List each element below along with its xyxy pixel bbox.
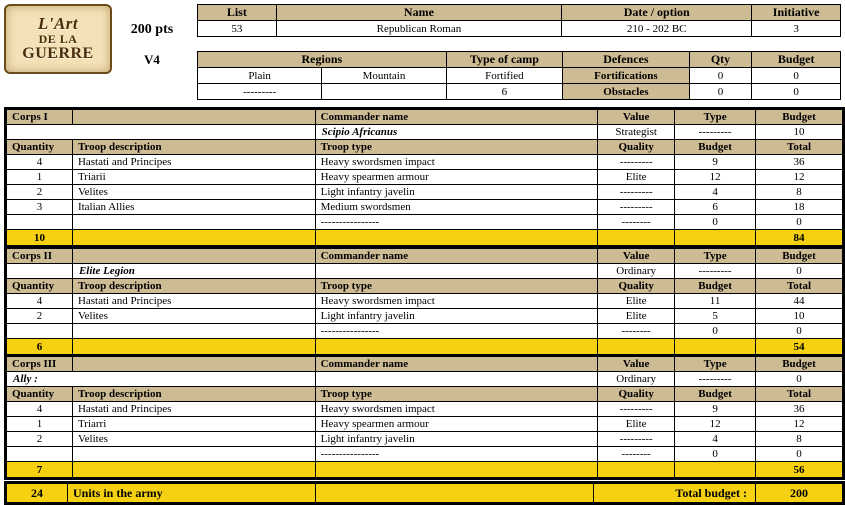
col-budget-2: Budget <box>756 249 843 264</box>
table-row <box>7 140 843 155</box>
col-troop-description-1: Troop description <box>72 140 315 155</box>
row-desc: Hastati and Principes <box>72 402 315 417</box>
row-total: 10 <box>756 309 843 324</box>
table-row <box>7 155 843 170</box>
commander-type-3: --------- <box>675 372 756 387</box>
region-1: Plain <box>198 68 322 84</box>
table-row <box>7 249 843 264</box>
row-total: 0 <box>756 324 843 339</box>
row-desc: Triarii <box>72 170 315 185</box>
row-quality: Elite <box>598 417 675 432</box>
spacer-cell <box>315 264 598 279</box>
commander-type-1: --------- <box>675 125 756 140</box>
rules-version: V4 <box>144 52 160 67</box>
obstacles-budget: 0 <box>752 84 841 100</box>
row-qty: 2 <box>7 185 73 200</box>
camp-budget: 6 <box>446 84 562 100</box>
table-row <box>7 264 843 279</box>
row-budget: 12 <box>675 417 756 432</box>
spacer-cell <box>72 230 315 246</box>
commander-budget-1: 10 <box>756 125 843 140</box>
row-total: 44 <box>756 294 843 309</box>
value-list: 53 <box>198 21 277 37</box>
row-type: Light infantry javelin <box>315 432 598 447</box>
corps-title-2: Corps II <box>7 249 73 264</box>
terrain-camp-table <box>197 51 841 100</box>
col-list: List <box>198 5 277 21</box>
row-total: 12 <box>756 417 843 432</box>
col-troop-type-3: Troop type <box>315 387 598 402</box>
table-row <box>7 200 843 215</box>
col-type-of-camp: Type of camp <box>446 52 562 68</box>
army-header-table <box>197 4 841 37</box>
spacer-cell <box>598 462 675 478</box>
corps-total-qty-1: 10 <box>7 230 73 246</box>
table-row <box>7 432 843 447</box>
spacer-cell <box>675 230 756 246</box>
spacer-cell <box>598 230 675 246</box>
region-4 <box>322 84 446 100</box>
corps-block-2 <box>4 246 845 357</box>
row-total: 0 <box>756 215 843 230</box>
col-budget-1: Budget <box>756 110 843 125</box>
table-row <box>7 125 843 140</box>
col-troop-description-2: Troop description <box>72 279 315 294</box>
row-desc: Triarri <box>72 417 315 432</box>
defence-fortifications-label: Fortifications <box>563 68 690 84</box>
table-row <box>7 417 843 432</box>
table-row <box>7 372 843 387</box>
row-total: 36 <box>756 402 843 417</box>
row-type: Heavy spearmen armour <box>315 417 598 432</box>
col-unit-budget-1: Budget <box>675 140 756 155</box>
spacer-cell <box>316 484 594 503</box>
row-budget: 4 <box>675 432 756 447</box>
table-row <box>7 324 843 339</box>
row-type: Light infantry javelin <box>315 309 598 324</box>
fortifications-qty: 0 <box>689 68 752 84</box>
value-date-option: 210 - 202 BC <box>562 21 752 37</box>
col-type-2: Type <box>675 249 756 264</box>
spacer-cell <box>315 372 598 387</box>
col-troop-type-2: Troop type <box>315 279 598 294</box>
table-row <box>198 68 841 84</box>
corps-title-1: Corps I <box>7 110 73 125</box>
row-quality: --------- <box>598 402 675 417</box>
commander-name-1: Scipio Africanus <box>315 125 598 140</box>
table-row <box>7 110 843 125</box>
units-count: 24 <box>7 484 68 503</box>
row-budget: 9 <box>675 402 756 417</box>
spacer-cell <box>315 230 598 246</box>
col-initiative: Initiative <box>752 5 841 21</box>
row-qty: 4 <box>7 294 73 309</box>
corps-title-3: Corps III <box>7 357 73 372</box>
row-quality: -------- <box>598 324 675 339</box>
table-row <box>198 52 841 68</box>
corps-total-qty-2: 6 <box>7 339 73 355</box>
spacer-cell <box>72 357 315 372</box>
row-budget: 0 <box>675 447 756 462</box>
corps-total-budget-1: 84 <box>756 230 843 246</box>
col-quantity-3: Quantity <box>7 387 73 402</box>
col-budget: Budget <box>752 52 841 68</box>
col-value-3: Value <box>598 357 675 372</box>
row-qty: 2 <box>7 309 73 324</box>
row-qty <box>7 215 73 230</box>
corps-total-budget-3: 56 <box>756 462 843 478</box>
row-desc: Italian Allies <box>72 200 315 215</box>
col-budget-3: Budget <box>756 357 843 372</box>
row-budget: 9 <box>675 155 756 170</box>
spacer-cell <box>315 462 598 478</box>
corps-total-budget-2: 54 <box>756 339 843 355</box>
table-row <box>7 402 843 417</box>
commander-value-1: Strategist <box>598 125 675 140</box>
table-row <box>7 294 843 309</box>
row-quality: --------- <box>598 185 675 200</box>
row-quality: -------- <box>598 447 675 462</box>
row-desc <box>72 447 315 462</box>
row-type: Heavy spearmen armour <box>315 170 598 185</box>
row-quality: --------- <box>598 200 675 215</box>
table-row <box>7 484 843 503</box>
table-row <box>7 357 843 372</box>
row-qty: 3 <box>7 200 73 215</box>
row-type: Heavy swordsmen impact <box>315 294 598 309</box>
col-value-2: Value <box>598 249 675 264</box>
defence-obstacles-label: Obstacles <box>563 84 690 100</box>
col-type-3: Type <box>675 357 756 372</box>
col-quality-2: Quality <box>598 279 675 294</box>
value-initiative: 3 <box>752 21 841 37</box>
row-type: Light infantry javelin <box>315 185 598 200</box>
row-type: ---------------- <box>315 324 598 339</box>
row-quality: Elite <box>598 309 675 324</box>
spacer-cell <box>675 339 756 355</box>
row-quality: --------- <box>598 432 675 447</box>
row-budget: 5 <box>675 309 756 324</box>
table-row <box>7 279 843 294</box>
commander-type-2: --------- <box>675 264 756 279</box>
commander-blank-1 <box>7 125 316 140</box>
row-budget: 0 <box>675 324 756 339</box>
table-row <box>7 339 843 355</box>
col-troop-description-3: Troop description <box>72 387 315 402</box>
logo-line-3: GUERRE <box>22 44 94 62</box>
commander-name-2: Elite Legion <box>72 264 315 279</box>
table-row <box>198 21 841 37</box>
row-budget: 12 <box>675 170 756 185</box>
row-total: 36 <box>756 155 843 170</box>
spacer-cell <box>72 110 315 125</box>
total-budget-value: 200 <box>756 484 843 503</box>
col-regions: Regions <box>198 52 447 68</box>
row-total: 8 <box>756 432 843 447</box>
row-desc <box>72 215 315 230</box>
row-budget: 11 <box>675 294 756 309</box>
col-unit-budget-3: Budget <box>675 387 756 402</box>
spacer-cell <box>72 249 315 264</box>
col-troop-type-1: Troop type <box>315 140 598 155</box>
corps-block-3 <box>4 354 845 480</box>
commander-budget-3: 0 <box>756 372 843 387</box>
row-type: Heavy swordsmen impact <box>315 402 598 417</box>
row-desc: Velites <box>72 432 315 447</box>
logo-line-2: DE LA <box>38 32 78 47</box>
logo-line-1: L'Art <box>37 14 79 34</box>
row-total: 0 <box>756 447 843 462</box>
spacer-cell <box>72 462 315 478</box>
fortifications-budget: 0 <box>752 68 841 84</box>
corps-total-qty-3: 7 <box>7 462 73 478</box>
units-label: Units in the army <box>68 484 316 503</box>
table-row <box>7 230 843 246</box>
table-row <box>198 84 841 100</box>
commander-blank-2 <box>7 264 73 279</box>
camp-type: Fortified <box>446 68 562 84</box>
col-quantity-1: Quantity <box>7 140 73 155</box>
row-qty: 4 <box>7 402 73 417</box>
col-date-option: Date / option <box>562 5 752 21</box>
corps-block-1 <box>4 107 845 248</box>
table-row <box>7 215 843 230</box>
col-quality-3: Quality <box>598 387 675 402</box>
row-budget: 0 <box>675 215 756 230</box>
table-row <box>7 309 843 324</box>
row-desc: Hastati and Principes <box>72 155 315 170</box>
game-logo <box>4 4 112 74</box>
row-total: 18 <box>756 200 843 215</box>
col-qty: Qty <box>689 52 752 68</box>
row-type: Heavy swordsmen impact <box>315 155 598 170</box>
col-type-1: Type <box>675 110 756 125</box>
row-desc: Hastati and Principes <box>72 294 315 309</box>
col-unit-budget-2: Budget <box>675 279 756 294</box>
row-quality: Elite <box>598 294 675 309</box>
spacer-cell <box>72 339 315 355</box>
col-quality-1: Quality <box>598 140 675 155</box>
commander-value-2: Ordinary <box>598 264 675 279</box>
row-qty: 1 <box>7 417 73 432</box>
row-qty <box>7 447 73 462</box>
row-type: ---------------- <box>315 215 598 230</box>
row-type: Medium swordsmen <box>315 200 598 215</box>
commander-budget-2: 0 <box>756 264 843 279</box>
commander-name-col-2: Commander name <box>315 249 598 264</box>
table-row <box>7 447 843 462</box>
value-name: Republican Roman <box>276 21 562 37</box>
spacer-cell <box>315 339 598 355</box>
col-total-3: Total <box>756 387 843 402</box>
commander-value-3: Ordinary <box>598 372 675 387</box>
commander-name-3: Ally : <box>7 372 316 387</box>
commander-name-col-1: Commander name <box>315 110 598 125</box>
row-total: 12 <box>756 170 843 185</box>
row-qty <box>7 324 73 339</box>
total-budget-label: Total budget : <box>594 484 756 503</box>
row-budget: 4 <box>675 185 756 200</box>
row-quality: --------- <box>598 155 675 170</box>
row-desc: Velites <box>72 309 315 324</box>
row-type: ---------------- <box>315 447 598 462</box>
table-row <box>7 462 843 478</box>
row-qty: 4 <box>7 155 73 170</box>
region-2: Mountain <box>322 68 446 84</box>
col-quantity-2: Quantity <box>7 279 73 294</box>
spacer-cell <box>675 462 756 478</box>
points-total: 200 pts <box>130 22 174 37</box>
row-qty: 1 <box>7 170 73 185</box>
row-desc <box>72 324 315 339</box>
region-3: --------- <box>198 84 322 100</box>
row-quality: Elite <box>598 170 675 185</box>
row-desc: Velites <box>72 185 315 200</box>
spacer-cell <box>598 339 675 355</box>
commander-name-col-3: Commander name <box>315 357 598 372</box>
col-value-1: Value <box>598 110 675 125</box>
row-total: 8 <box>756 185 843 200</box>
col-defences: Defences <box>563 52 690 68</box>
col-total-2: Total <box>756 279 843 294</box>
obstacles-qty: 0 <box>689 84 752 100</box>
table-row <box>198 5 841 21</box>
col-name: Name <box>276 5 562 21</box>
army-footer <box>4 481 845 505</box>
table-row <box>7 185 843 200</box>
table-row <box>7 170 843 185</box>
row-quality: -------- <box>598 215 675 230</box>
row-budget: 6 <box>675 200 756 215</box>
col-total-1: Total <box>756 140 843 155</box>
row-qty: 2 <box>7 432 73 447</box>
table-row <box>7 387 843 402</box>
